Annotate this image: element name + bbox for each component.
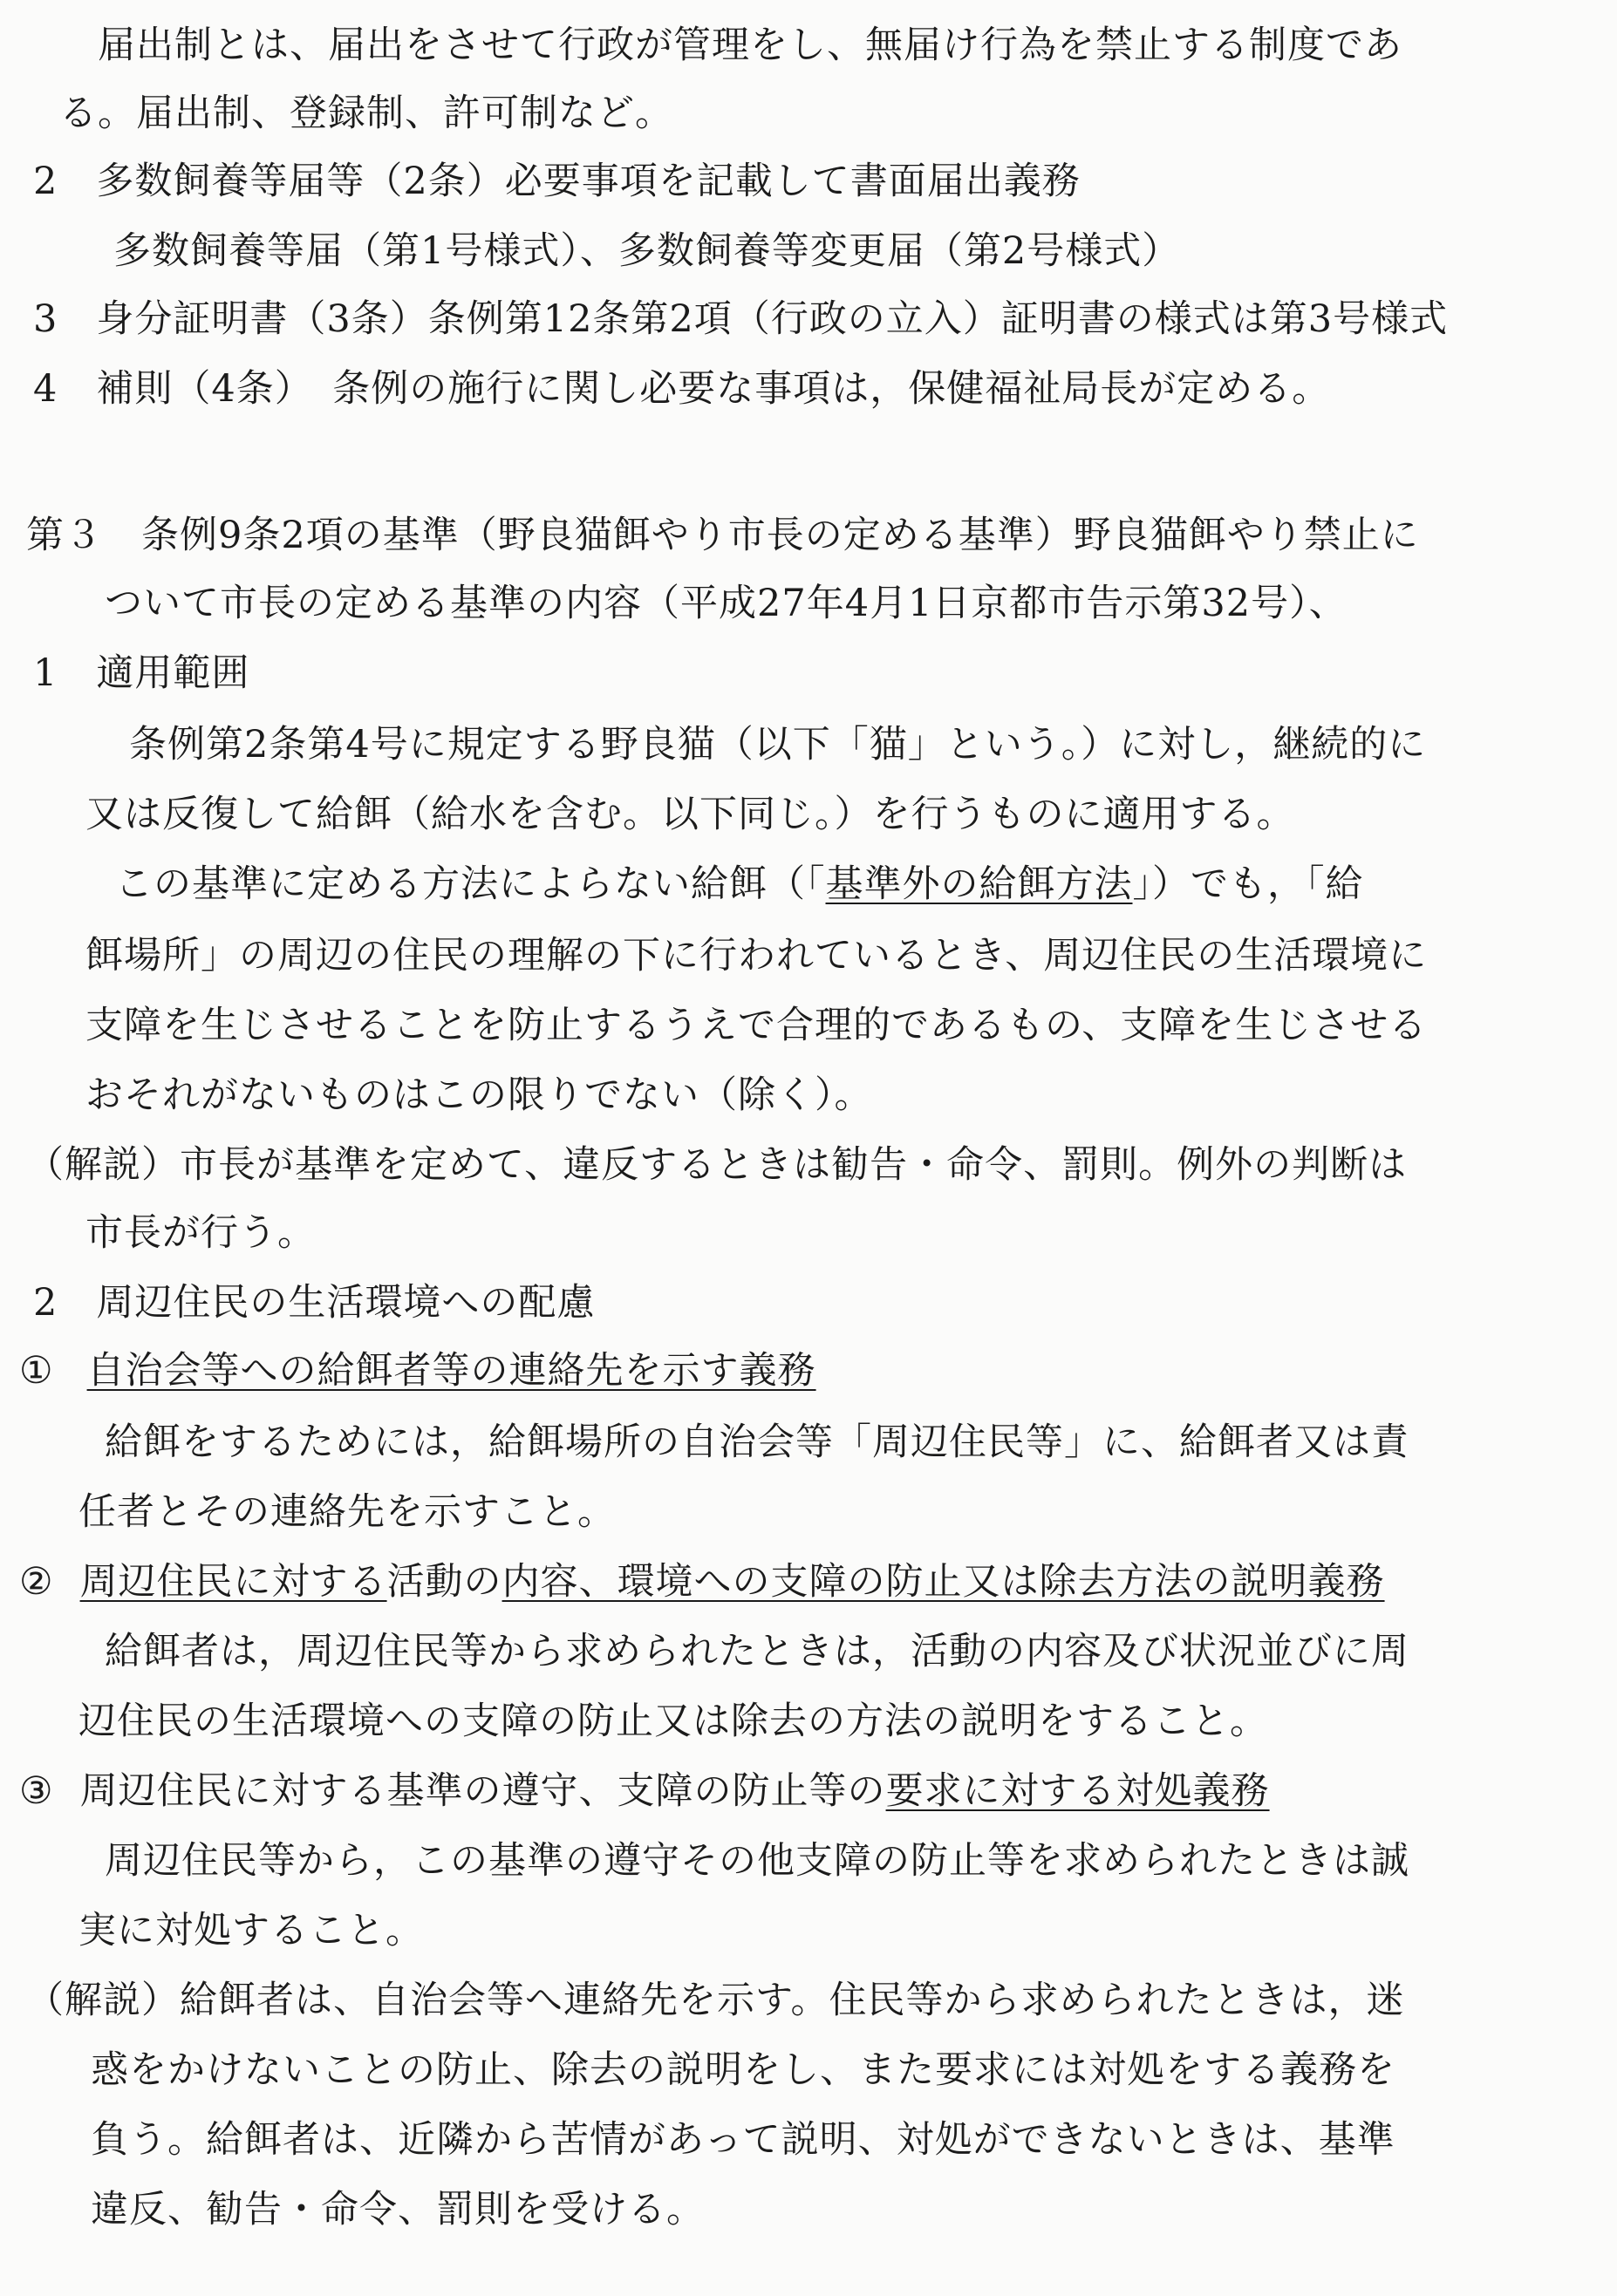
text-line: 又は反復して給餌（給水を含む。以下同じ。）を行うものに適用する。 (85, 793, 1295, 836)
text-line: 条例第2条第4号に規定する野良猫（以下「猫」という。）に対し，継続的に (129, 723, 1427, 766)
item-number: ③ (19, 1769, 54, 1813)
text-line: 給餌者は，周辺住民等から求められたときは，活動の内容及び状況並びに周 (105, 1630, 1409, 1673)
list-item (19, 1556, 1385, 1608)
text-line: 惑をかけないことの防止、除去の説明をし、また要求には対処をする義務を (91, 2048, 1395, 2092)
underlined-text: 内容、環境への支障の防止又は除去方法の説明義務 (501, 1560, 1385, 1604)
text-line: 任者とその連絡先を示すこと。 (78, 1490, 616, 1534)
text-line: ついて市長の定める基準の内容（平成27年4月1日京都市告示第32号）、 (105, 582, 1348, 625)
text-line: 負う。給餌者は、近隣から苦情があって説明、対処ができないときは、基準 (91, 2118, 1395, 2162)
text-line: 市長が行う。 (85, 1211, 316, 1255)
text-line: 餌場所」の周辺の住民の理解の下に行われているとき、周辺住民の生活環境に (85, 934, 1428, 978)
list-item (19, 1345, 816, 1397)
text-line: る。届出制、登録制、許可制など。 (59, 92, 673, 135)
text-line: 辺住民の生活環境への支障の防止又は除去の方法の説明をすること。 (78, 1700, 1268, 1743)
text-line: 周辺住民等から，この基準の遵守その他支障の防止等を求められたときは誠 (105, 1839, 1409, 1883)
underlined-text: 自治会等への給餌者等の連絡先を示す義務 (86, 1349, 816, 1393)
text-segment: 」）でも，「給 (1132, 862, 1364, 906)
subheading: 2 周辺住民の生活環境への配慮 (33, 1281, 596, 1325)
text-segment: 活動の (386, 1560, 502, 1604)
item-number: ① (19, 1349, 54, 1393)
section-heading: 第３ 条例9条2項の基準（野良猫餌やり市長の定める基準）野良猫餌やり禁止に (26, 514, 1419, 557)
commentary-line: （解説）給餌者は、自治会等へ連絡先を示す。住民等から求められたときは，迷 (26, 1979, 1405, 2022)
text-line: 実に対処すること。 (78, 1909, 424, 1952)
text-line: 3 身分証明書（3条）条例第12条第2項（行政の立入）証明書の様式は第3号様式 (33, 297, 1449, 341)
list-item (19, 1765, 1270, 1817)
text-segment: 周辺住民に対する基準の遵守、支障の防止等の (79, 1769, 886, 1813)
item-number: ② (19, 1560, 54, 1604)
commentary-line: （解説）市長が基準を定めて、違反するときは勧告・命令、罰則。例外の判断は (26, 1143, 1408, 1187)
text-line: 違反、勧告・命令、罰則を受ける。 (91, 2188, 705, 2231)
underlined-text: 周辺住民に対する (79, 1560, 387, 1604)
subheading: 1 適用範囲 (33, 651, 250, 695)
text-segment: この基準に定める方法によらない給餌（「 (115, 862, 826, 906)
text-line (115, 858, 1364, 910)
text-line: 4 補則（4条） 条例の施行に関し必要な事項は，保健福祉局長が定める。 (33, 367, 1331, 411)
text-line: 届出制とは、届出をさせて行政が管理をし、無届け行為を禁止する制度であ (98, 24, 1402, 67)
text-line: 給餌をするためには，給餌場所の自治会等「周辺住民等」に、給餌者又は責 (105, 1421, 1409, 1464)
text-line: 支障を生じさせることを防止するうえで合理的であるもの、支障を生じさせる (85, 1004, 1428, 1047)
text-line: 2 多数飼養等届等（2条）必要事項を記載して書面届出義務 (33, 160, 1081, 203)
text-line: 多数飼養等届（第1号様式）、多数飼養等変更届（第2号様式） (113, 229, 1181, 273)
underlined-text: 基準外の給餌方法 (825, 862, 1133, 906)
underlined-text: 要求に対する対処義務 (885, 1769, 1270, 1813)
text-line: おそれがないものはこの限りでない（除く）。 (85, 1073, 873, 1117)
